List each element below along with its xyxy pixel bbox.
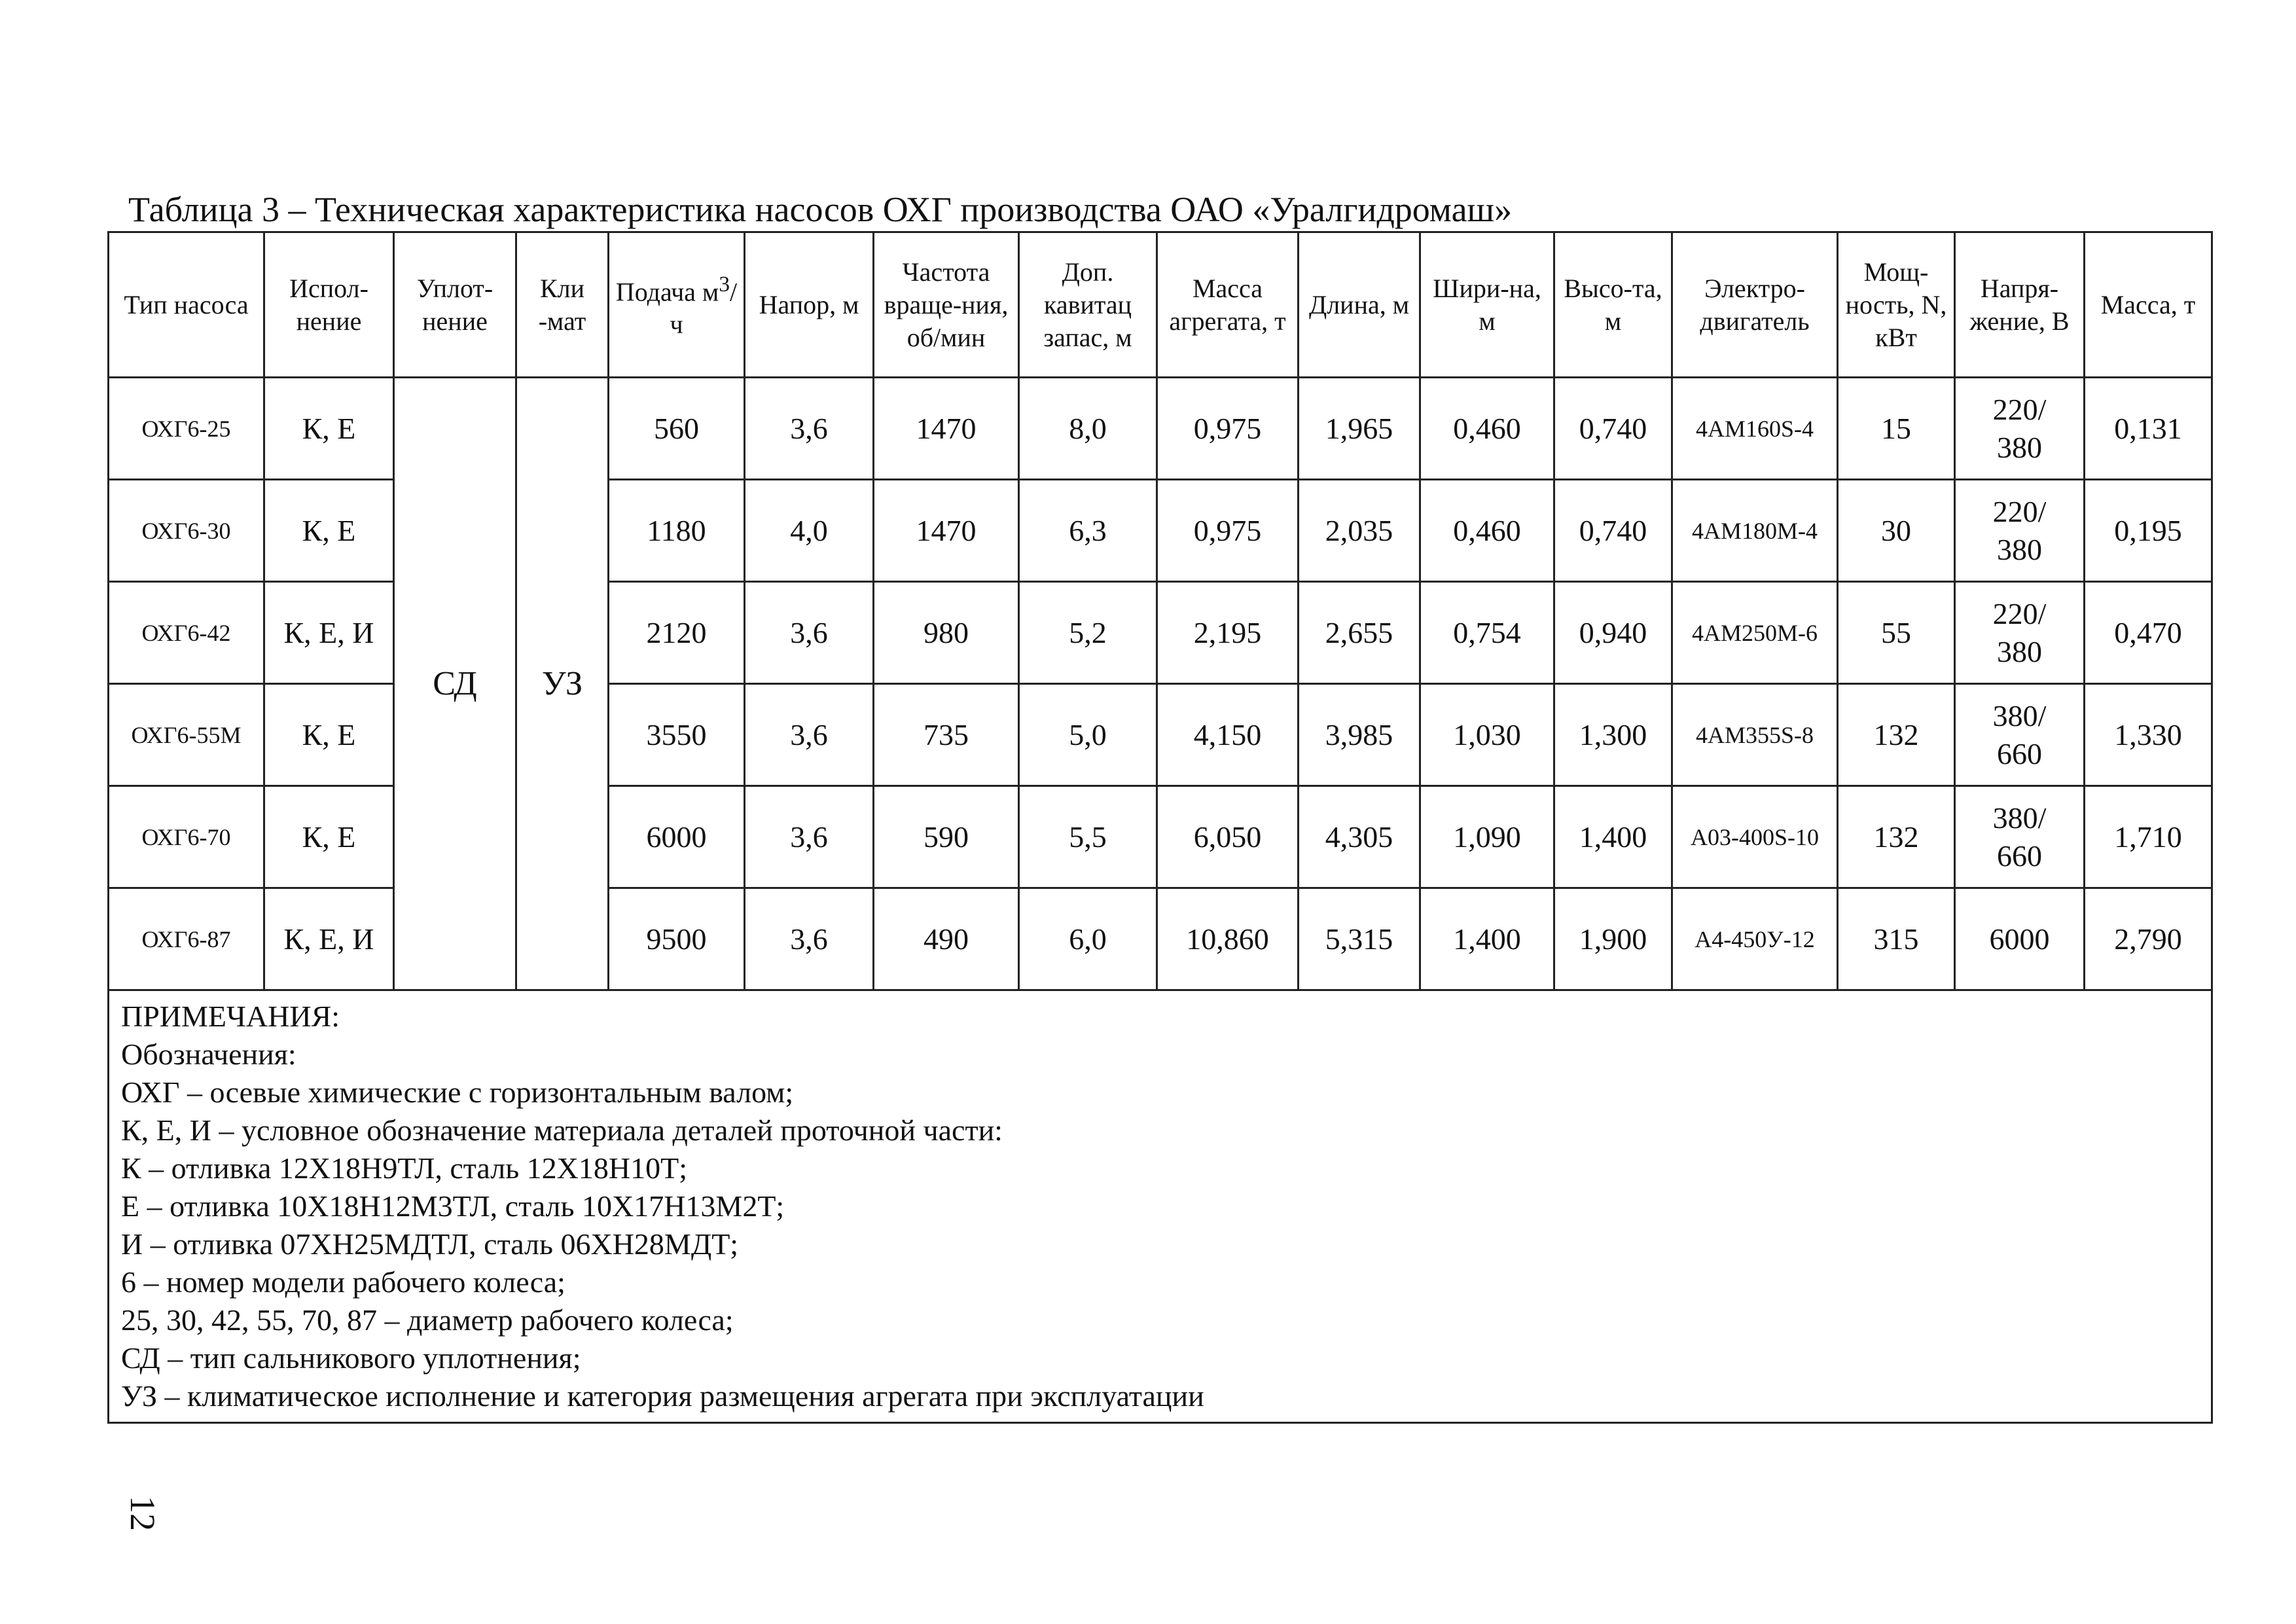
page-number: 12 bbox=[123, 1496, 162, 1531]
header-width: Шири-на, м bbox=[1420, 232, 1554, 378]
cell-voltage-line1: 220/ bbox=[1992, 494, 2047, 528]
header-height: Высо-та, м bbox=[1554, 232, 1672, 378]
header-speed: Частота враще-ния, об/мин bbox=[874, 232, 1019, 378]
cell-width: 1,400 bbox=[1420, 888, 1554, 990]
cell-speed: 1470 bbox=[874, 480, 1019, 582]
cell-voltage-line2: 660 bbox=[1997, 839, 2042, 873]
note-line: К, Е, И – условное обозначение материала деталей проточной части: bbox=[121, 1113, 1003, 1147]
header-flow-text: Подача м bbox=[615, 277, 719, 307]
cell-type: ОХГ6-30 bbox=[109, 480, 264, 582]
cell-width: 0,460 bbox=[1420, 378, 1554, 480]
note-line: Е – отливка 10Х18Н12М3ТЛ, сталь 10Х17Н13М2Т; bbox=[121, 1189, 785, 1223]
cell-power: 55 bbox=[1838, 582, 1955, 684]
cell-length: 1,965 bbox=[1299, 378, 1420, 480]
cell-head: 3,6 bbox=[745, 582, 874, 684]
cell-voltage-line1: 380/ bbox=[1992, 698, 2047, 732]
cell-voltage-line2: 380 bbox=[1997, 532, 2042, 566]
header-execution: Испол-нение bbox=[264, 232, 394, 378]
cell-motor: А03-400S-10 bbox=[1672, 786, 1838, 888]
note-line: УЗ – климатическое исполнение и категория размещения агрегата при эксплуатации bbox=[121, 1379, 1204, 1413]
cell-unit-mass: 10,860 bbox=[1157, 888, 1299, 990]
cell-height: 0,740 bbox=[1554, 378, 1672, 480]
cell-type: ОХГ6-70 bbox=[109, 786, 264, 888]
cell-length: 2,655 bbox=[1299, 582, 1420, 684]
cell-unit-mass: 0,975 bbox=[1157, 480, 1299, 582]
cell-head: 3,6 bbox=[745, 888, 874, 990]
note-line: И – отливка 07ХН25МДТЛ, сталь 06ХН28МДТ; bbox=[121, 1227, 739, 1261]
cell-width: 1,090 bbox=[1420, 786, 1554, 888]
cell-speed: 590 bbox=[874, 786, 1019, 888]
cell-motor: 4АМ355S-8 bbox=[1672, 684, 1838, 786]
cell-power: 30 bbox=[1838, 480, 1955, 582]
header-unit-mass: Масса агрегата, т bbox=[1157, 232, 1299, 378]
cell-width: 0,754 bbox=[1420, 582, 1554, 684]
cell-height: 0,940 bbox=[1554, 582, 1672, 684]
cell-seal-merged: СД bbox=[394, 378, 516, 990]
cell-length: 4,305 bbox=[1299, 786, 1420, 888]
cell-type: ОХГ6-55М bbox=[109, 684, 264, 786]
cell-power: 132 bbox=[1838, 786, 1955, 888]
cell-voltage bbox=[1955, 684, 2085, 786]
header-motor: Электро-двигатель bbox=[1672, 232, 1838, 378]
cell-voltage bbox=[1955, 480, 2085, 582]
note-line: ОХГ – осевые химические с горизонтальным валом; bbox=[121, 1075, 794, 1109]
cell-climate-merged: УЗ bbox=[516, 378, 609, 990]
notes-cell bbox=[109, 990, 2212, 1423]
cell-flow: 1180 bbox=[609, 480, 745, 582]
cell-voltage-line1: 6000 bbox=[1989, 922, 2050, 956]
cell-flow: 9500 bbox=[609, 888, 745, 990]
header-voltage: Напря-жение, В bbox=[1955, 232, 2085, 378]
cell-mass: 2,790 bbox=[2085, 888, 2212, 990]
cell-height: 0,740 bbox=[1554, 480, 1672, 582]
notes-row bbox=[109, 990, 2212, 1423]
cell-flow: 2120 bbox=[609, 582, 745, 684]
cell-mass: 0,195 bbox=[2085, 480, 2212, 582]
table-body bbox=[109, 378, 2212, 990]
note-line: К – отливка 12Х18Н9ТЛ, сталь 12Х18Н10Т; bbox=[121, 1151, 687, 1185]
cell-motor: 4АМ160S-4 bbox=[1672, 378, 1838, 480]
header-head: Напор, м bbox=[745, 232, 874, 378]
header-type: Тип насоса bbox=[109, 232, 264, 378]
cell-power: 315 bbox=[1838, 888, 1955, 990]
header-length: Длина, м bbox=[1299, 232, 1420, 378]
cell-motor: 4АМ180М-4 bbox=[1672, 480, 1838, 582]
cell-execution: К, Е bbox=[264, 480, 394, 582]
cell-power: 15 bbox=[1838, 378, 1955, 480]
cell-execution: К, Е, И bbox=[264, 582, 394, 684]
header-flow-sup: 3 bbox=[719, 272, 730, 297]
cell-height: 1,300 bbox=[1554, 684, 1672, 786]
cell-head: 3,6 bbox=[745, 786, 874, 888]
cell-unit-mass: 0,975 bbox=[1157, 378, 1299, 480]
cell-voltage bbox=[1955, 888, 2085, 990]
cell-flow: 560 bbox=[609, 378, 745, 480]
cell-type: ОХГ6-42 bbox=[109, 582, 264, 684]
table-caption: Таблица 3 – Техническая характеристика насосов ОХГ производства ОАО «Уралгидромаш» bbox=[128, 190, 1513, 229]
cell-head: 3,6 bbox=[745, 378, 874, 480]
cell-npsh: 6,3 bbox=[1019, 480, 1157, 582]
note-line: СД – тип сальникового уплотнения; bbox=[121, 1341, 581, 1375]
note-line: ПРИМЕЧАНИЯ: bbox=[121, 1000, 340, 1033]
cell-length: 3,985 bbox=[1299, 684, 1420, 786]
cell-mass: 1,710 bbox=[2085, 786, 2212, 888]
notes-list bbox=[121, 998, 2199, 1415]
cell-type: ОХГ6-25 bbox=[109, 378, 264, 480]
header-seal: Уплот-нение bbox=[394, 232, 516, 378]
cell-height: 1,400 bbox=[1554, 786, 1672, 888]
cell-voltage-line2: 660 bbox=[1997, 736, 2042, 770]
cell-npsh: 6,0 bbox=[1019, 888, 1157, 990]
table-row bbox=[109, 378, 2212, 480]
cell-length: 5,315 bbox=[1299, 888, 1420, 990]
cell-height: 1,900 bbox=[1554, 888, 1672, 990]
cell-execution: К, Е bbox=[264, 684, 394, 786]
cell-speed: 735 bbox=[874, 684, 1019, 786]
header-climate: Кли -мат bbox=[516, 232, 609, 378]
cell-mass: 1,330 bbox=[2085, 684, 2212, 786]
cell-power: 132 bbox=[1838, 684, 1955, 786]
cell-voltage-line2: 380 bbox=[1997, 430, 2042, 464]
cell-motor: 4АМ250М-6 bbox=[1672, 582, 1838, 684]
cell-voltage bbox=[1955, 378, 2085, 480]
cell-npsh: 8,0 bbox=[1019, 378, 1157, 480]
cell-voltage-line1: 220/ bbox=[1992, 596, 2047, 630]
cell-motor: А4-450У-12 bbox=[1672, 888, 1838, 990]
cell-mass: 0,470 bbox=[2085, 582, 2212, 684]
cell-execution: К, Е bbox=[264, 786, 394, 888]
header-flow bbox=[609, 232, 745, 378]
cell-voltage bbox=[1955, 582, 2085, 684]
header-flow-unit: /ч bbox=[670, 277, 738, 340]
cell-voltage-line1: 380/ bbox=[1992, 801, 2047, 835]
cell-execution: К, Е bbox=[264, 378, 394, 480]
cell-voltage-line2: 380 bbox=[1997, 634, 2042, 668]
cell-speed: 490 bbox=[874, 888, 1019, 990]
header-npsh: Доп. кавитац запас, м bbox=[1019, 232, 1157, 378]
cell-mass: 0,131 bbox=[2085, 378, 2212, 480]
pump-spec-table bbox=[107, 231, 2213, 1424]
header-row bbox=[109, 232, 2212, 378]
note-line: 6 – номер модели рабочего колеса; bbox=[121, 1265, 565, 1299]
cell-voltage-line1: 220/ bbox=[1992, 392, 2047, 426]
cell-flow: 6000 bbox=[609, 786, 745, 888]
header-mass: Масса, т bbox=[2085, 232, 2212, 378]
cell-unit-mass: 4,150 bbox=[1157, 684, 1299, 786]
cell-unit-mass: 2,195 bbox=[1157, 582, 1299, 684]
note-line: 25, 30, 42, 55, 70, 87 – диаметр рабочего колеса; bbox=[121, 1303, 734, 1337]
cell-head: 4,0 bbox=[745, 480, 874, 582]
cell-flow: 3550 bbox=[609, 684, 745, 786]
cell-width: 0,460 bbox=[1420, 480, 1554, 582]
cell-head: 3,6 bbox=[745, 684, 874, 786]
cell-npsh: 5,2 bbox=[1019, 582, 1157, 684]
header-power: Мощ-ность, N, кВт bbox=[1838, 232, 1955, 378]
cell-execution: К, Е, И bbox=[264, 888, 394, 990]
cell-width: 1,030 bbox=[1420, 684, 1554, 786]
cell-speed: 1470 bbox=[874, 378, 1019, 480]
cell-length: 2,035 bbox=[1299, 480, 1420, 582]
cell-type: ОХГ6-87 bbox=[109, 888, 264, 990]
cell-speed: 980 bbox=[874, 582, 1019, 684]
note-line: Обозначения: bbox=[121, 1038, 296, 1071]
cell-npsh: 5,5 bbox=[1019, 786, 1157, 888]
cell-npsh: 5,0 bbox=[1019, 684, 1157, 786]
cell-voltage bbox=[1955, 786, 2085, 888]
cell-unit-mass: 6,050 bbox=[1157, 786, 1299, 888]
